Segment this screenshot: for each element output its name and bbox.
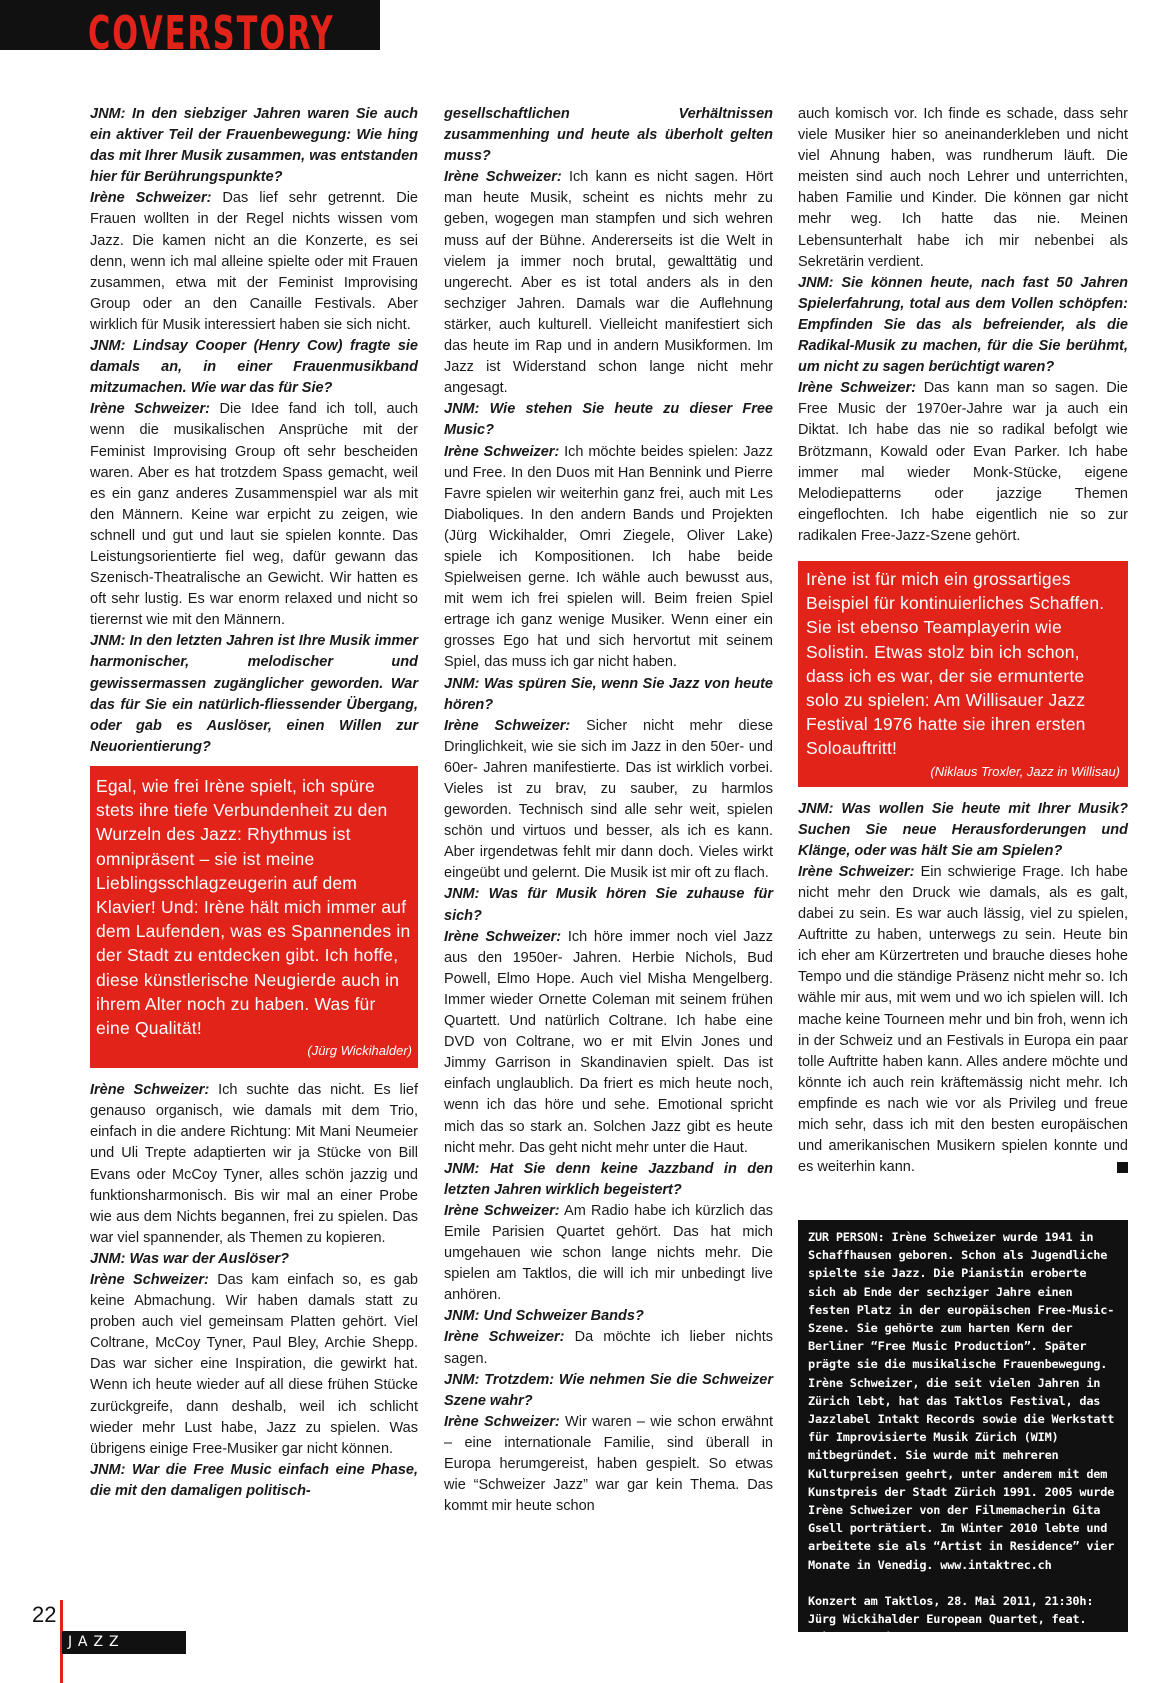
interview-answer <box>444 442 773 674</box>
speaker-label: Irène Schweizer: <box>90 401 210 418</box>
interview-question: JNM: Was wollen Sie heute mit Ihrer Musik? Suchen Sie neue Herausforderungen und Klänge, oder was hält Sie am Spielen? <box>798 800 1128 859</box>
speaker-label: Irène Schweizer: <box>444 443 560 460</box>
interview-question: JNM: Sie können heute, nach fast 50 Jahren Spielerfahrung, total aus dem Vollen schöpfen: Empfinden Sie das als befreiender, als die Radikal-Musik zu machen, für die Sie berühmt, um nicht zu sagen berüchtigt waren? <box>798 274 1128 376</box>
pull-quote-attribution: (Jürg Wickihalder) <box>307 1043 412 1059</box>
interview-answer <box>798 378 1128 547</box>
speaker-label: Irène Schweizer: <box>444 928 562 945</box>
answer-text: Sicher nicht mehr diese Dringlichkeit, wie sie sich im Jazz in den 50er- und 60er- Jahren manifestierte. Das ist wirklich vorbei. Vieles ist zu brav, zu sauber, zu harmlos geworden. Technisch sind alle sehr weit, spielen schön und virtuos und besser, als ich es kann. Aber irgendetwas fehlt mir dann doch. Vieles wirkt eingeübt und gelernt. Die Musik ist mir oft zu flach. <box>444 717 774 882</box>
interview-question: JNM: Hat Sie denn keine Jazzband in den letzten Jahren wirklich begeistert? <box>444 1160 773 1198</box>
interview-answer <box>798 104 1128 273</box>
answer-text: Die Idee fand ich toll, auch wenn die musikalischen Ansprüche mit der Feminist Improvising Group oft sehr bescheiden waren. Aber es hat trotzdem Spass gemacht, weil es ein ganz anderes Zusammenspiel war als mit den Männern. Keine war erpicht zu zeigen, wie schnell und gut und laut sie spielen konnte. Das Leistungsorientierte fiel weg, dafür gewann das Szenisch-Theatralische an Gewicht. Wir hatten es oft sehr lustig. Es war enorm relaxed und nicht so tierernst wie mit den Männern. <box>90 401 419 629</box>
interview-question: JNM: War die Free Music einfach eine Phase, die mit den damaligen politisch- <box>90 1461 418 1499</box>
speaker-label: Irène Schweizer: <box>444 1329 565 1346</box>
interview-answer <box>444 927 773 1159</box>
interview-question: JNM: Trotzdem: Wie nehmen Sie die Schweizer Szene wahr? <box>444 1371 773 1409</box>
answer-text: Wir waren – wie schon erwähnt – eine internationale Familie, sind überall in Europa herumgereist, haben gespielt. So etwas wie “Schweizer Jazz” war gar kein Thema. Das kommt mir heute schon <box>444 1413 774 1515</box>
interview-answer <box>444 716 773 885</box>
interview-answer <box>444 1201 773 1306</box>
magazine-name: JAZZ <box>62 1631 186 1654</box>
pull-quote-box <box>90 766 418 1068</box>
interview-question: JNM: Wie stehen Sie heute zu dieser Free Music? <box>444 401 773 439</box>
speaker-label: Irène Schweizer: <box>798 863 915 880</box>
header-bar <box>0 0 380 50</box>
interview-question: JNM: Lindsay Cooper (Henry Cow) fragte sie damals an, in einer Frauenmusikband mitzumachen. Wie war das für Sie? <box>90 338 418 397</box>
pull-quote-attribution: (Niklaus Troxler, Jazz in Willisau) <box>930 763 1120 779</box>
interview-answer <box>798 862 1128 1178</box>
speaker-label: Irène Schweizer: <box>798 380 917 397</box>
section-title: COVERSTORY <box>88 6 335 50</box>
interview-question: JNM: In den letzten Jahren ist Ihre Musik immer harmonischer, melodischer und gewissermassen zugänglicher geworden. War das für Sie ein natürlich-fliessender Übergang, oder gab es Auslöser, einen Willen zur Neuorientierung? <box>90 633 418 755</box>
person-bio: ZUR PERSON: Irène Schweizer wurde 1941 in Schaffhausen geboren. Schon als Jugendliche spielte sie Jazz. Die Pianistin eroberte sich ab Ende der sechziger Jahre einen festen Platz in der europäischen Free-Music-Szene. Sie gehörte zum harten Kern der Berliner “Free Music Production”. Später prägte sie die musikalische Frauenbewegung. Irène Schweizer, die seit vielen Jahren in Zürich lebt, hat das Taktlos Festival, das Jazzlabel Intakt Records sowie die Werkstatt für Improvisierte Musik Zürich (WIM) mitbegründet. Sie wurde mit mehreren Kulturpreisen geehrt, unter anderem mit dem Kunstpreis der Stadt Zürich 1991. 2005 wurde Irène Schweizer von der Filmemacherin Gita Gsell porträtiert. Im Winter 2010 lebte und arbeitete sie als “Artist in Residence” vier Monate in Venedig. www.intaktrec.ch <box>808 1230 1115 1572</box>
speaker-label: Irène Schweizer: <box>90 190 212 207</box>
answer-text: Das lief sehr getrennt. Die Frauen wollten in der Regel nichts wissen vom Jazz. Die kamen nicht an die Konzerte, es sei denn, wenn ich mal alleine spielte oder mit Frauen zusammen, etwa mit der Feminist Improvising Group oder an den Canaille Festivals. Aber wirklich für Musik interessiert haben sie sich nicht. <box>90 190 418 333</box>
interview-question: gesellschaftlichen Verhältnissen zusammenhing und heute als überholt gelten muss? <box>444 106 773 165</box>
answer-text: Ein schwierige Frage. Ich habe nicht mehr den Druck wie damals, als es galt, dabei zu sein. Es war auch lässig, viel zu spielen, Auftritte zu haben, unterwegs zu sein. Heute bin ich eher am Kürzertreten und brauche dieses hohe Tempo und die ständige Präsenz nicht mehr so. Ich wähle mir aus, mit wem und wo ich spielen will. Ich mache keine Tourneen mehr und bin froh, wenn ich in der Schweiz und an Festivals in Europa ein paar tolle Auftritte haben kann. Alles andere möchte und könnte ich auch rein kräftemässig nicht mehr. Ich empfinde es nach wie vor als Privileg und freue mich sehr, dass ich mit den besten europäischen und amerikanischen Musikern spielen konnte und es weiterhin kann. <box>798 863 1128 1176</box>
interview-answer <box>444 167 773 399</box>
interview-answer <box>444 1327 773 1369</box>
end-mark-icon <box>1117 1162 1128 1173</box>
page-number: 22 <box>32 1602 57 1627</box>
answer-text: Ich möchte beides spielen: Jazz und Free. In den Duos mit Han Bennink und Pierre Favre spielen wir weiterhin ganz frei, auch mit Les Diaboliques. In den andern Bands und Projekten (Jürg Wickihalder, Omri Ziegele, Oliver Lake) spiele ich Kompositionen. Ich habe beide Spielweisen gerne. Ich wähle auch bewusst aus, mit wem ich frei spielen will. Beim freien Spiel ertrage ich ganz wenige Musiker. Wenn einer ein grosses Ego hat und sich hervortut mit seinem Spiel, das muss ich gar nicht haben. <box>444 443 774 671</box>
person-info-box <box>798 1220 1128 1645</box>
answer-text: auch komisch vor. Ich finde es schade, dass sehr viele Musiker hier so aneinanderkleben und nicht viel Ahnung haben, was rundherum läuft. Die meisten sind auch noch Lehrer und unterrichten, haben Familie und Kinder. Die können gar nicht mehr weg. Ich hatte das nie. Meinen Lebensunterhalt habe ich mir nebenbei als Sekretärin verdient. <box>798 106 1128 270</box>
answer-text: Das kann man so sagen. Die Free Music der 1970er-Jahre war ja auch ein Diktat. Ich habe das nie so radikal befolgt wie Brötzmann, Kowald oder Evan Parker. Ich habe immer mal wieder Monk-Stücke, eigene Melodiepatterns oder jazzige Themen eingeflochten. Ich habe eigentlich nie so zur radikalen Free-Jazz-Szene gehört. <box>798 380 1128 544</box>
answer-text: Ich höre immer noch viel Jazz aus den 1950er- Jahren. Herbie Nichols, Bud Powell, Elmo Hope. Auch viel Misha Mengelberg. Immer wieder Ornette Coleman mit seinem frühen Quartett. Und natürlich Coltrane. Ich habe eine DVD von Coltrane, wo er mit Elvin Jones und Jimmy Garrison in Skandinavien spielt. Das ist einfach unglaublich. Da friert es mich heute noch, wenn ich das höre und sehe. Emotional spricht mich das so stark an. Solchen Jazz gibt es heute nicht mehr. Das geht nicht mehr unter die Haut. <box>444 928 774 1156</box>
interview-answer <box>444 1412 773 1517</box>
interview-answer <box>90 1080 418 1249</box>
pull-quote-text: Irène ist für mich ein grossartiges Beispiel für kontinuierliches Schaffen. Sie ist ebenso Teamplayerin wie Solistin. Etwas stolz bin ich schon, dass ich es war, der sie ermunterte solo zu spielen: Am Willisauer Jazz Festival 1976 hatte sie ihren ersten Soloauftritt! <box>806 568 1105 759</box>
speaker-label: Irène Schweizer: <box>444 717 571 734</box>
answer-text: Da möchte ich lieber nichts sagen. <box>444 1329 773 1367</box>
pull-quote-text: Egal, wie frei Irène spielt, ich spüre stets ihre tiefe Verbundenheit zu den Wurzeln des Jazz: Rhythmus ist omnipräsent – sie ist meine Lieblingsschlagzeugerin auf dem Klavier! Und: Irène hält mich immer auf dem Laufenden, was es Spannendes in der Stadt zu entdecken gibt. Ich hoffe, diese künstlerische Neugierde auch in ihrem Alter noch zu haben. Was für eine Qualität! <box>96 775 411 1038</box>
speaker-label: Irène Schweizer: <box>444 1413 560 1430</box>
interview-answer <box>90 1270 418 1460</box>
article-column-1 <box>90 104 418 1502</box>
speaker-label: Irène Schweizer: <box>444 169 562 186</box>
article-column-2 <box>444 104 773 1517</box>
interview-question: JNM: Und Schweizer Bands? <box>444 1308 644 1325</box>
answer-text: Ich kann es nicht sagen. Hört man heute Musik, scheint es nichts mehr zu geben, wogegen man stampfen und sich wehren muss auf der Bühne. Andererseits ist die Welt in vielem ja immer noch brutal, gewalttätig und ungerecht. Aber es ist total anders als in den sechziger Jahren. Damals war die Auflehnung stärker, auch kulturell. Vielleicht manifestiert sich das heute im Rap und in andern Musikformen. Im Jazz ist Widerstand schon lange nicht mehr angesagt. <box>444 169 774 397</box>
speaker-label: Irène Schweizer: <box>90 1271 209 1288</box>
speaker-label: Irène Schweizer: <box>90 1082 210 1099</box>
interview-question: JNM: In den siebziger Jahren waren Sie auch ein aktiver Teil der Frauenbewegung: Wie hing das mit Ihrer Musik zusammen, was entstanden hier für Berührungspunkte? <box>90 106 418 186</box>
interview-answer <box>90 399 418 631</box>
concert-info: Konzert am Taktlos, 28. Mai 2011, 21:30h: Jürg Wickihalder European Quartet, feat. Irène Schweizer <box>808 1593 1094 1645</box>
speaker-label: Irène Schweizer: <box>444 1202 560 1219</box>
pull-quote-box <box>798 561 1128 787</box>
answer-text: Am Radio habe ich kürzlich das Emile Parisien Quartet gehört. Das hat mich umgehauen wie schon lange nichts mehr. Die spielen am Taktlos, die will ich mir unbedingt live anhören. <box>444 1202 774 1304</box>
article-column-3 <box>798 104 1128 1178</box>
interview-question: JNM: Was für Musik hören Sie zuhause für sich? <box>444 886 773 924</box>
interview-question: JNM: Was war der Auslöser? <box>90 1250 290 1267</box>
interview-answer <box>90 188 418 336</box>
answer-text: Das kam einfach so, es gab keine Abmachung. Wir haben damals statt zu proben auch viel gemeinsam Platten gehört. Viel Coltrane, McCoy Tyner, Paul Bley, Archie Shepp. Das war sicher eine Inspiration, die gewirkt hat. Wenn ich heute wieder auf all diese frühen Stücke zurückgreife, dann deshalb, weil ich schlicht wieder mehr Lust habe, Jazz zu spielen. Was übrigens einige Free-Musiker gar nicht können. <box>90 1271 418 1457</box>
interview-question: JNM: Was spüren Sie, wenn Sie Jazz von heute hören? <box>444 675 773 713</box>
answer-text: Ich suchte das nicht. Es lief genauso organisch, wie damals mit dem Trio, einfach in die andere Richtung: Mit Mani Neumeier und Uli Trepte adaptierten wir ja Stücke von Bill Evans oder McCoy Tyner, alles schön jazzig und funktionsharmonisch. Bis wir mal an einer Probe wie aus dem Nichts begannen, frei zu spielen. Das war viel spannender, als Themen zu kopieren. <box>90 1082 419 1246</box>
